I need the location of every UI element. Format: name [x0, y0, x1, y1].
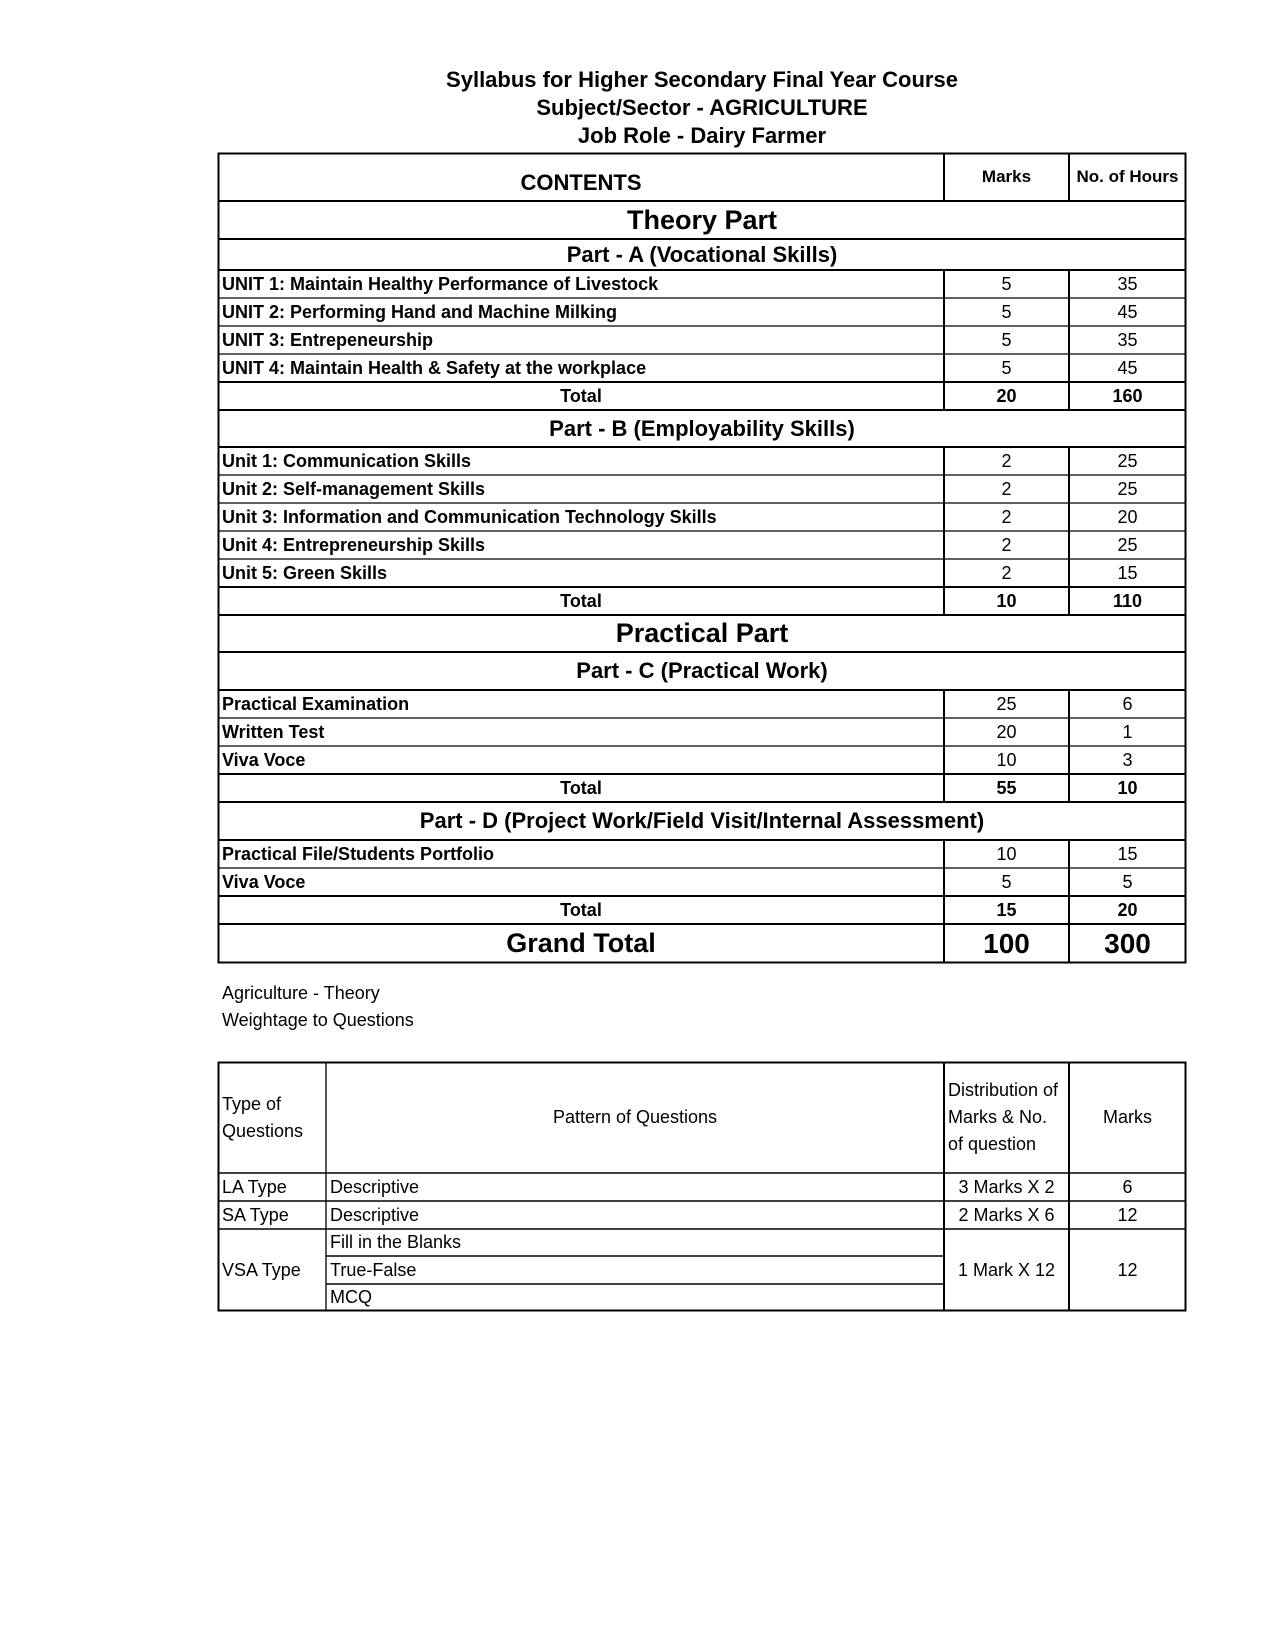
unit-marks: 5: [1001, 871, 1012, 892]
total-label: Total: [560, 385, 602, 406]
unit-marks: 20: [996, 721, 1017, 742]
vsa-pattern-true-false: True-False: [330, 1259, 417, 1280]
note-weightage: Weightage to Questions: [222, 1010, 414, 1030]
total-marks: 10: [996, 590, 1017, 611]
la-type: LA Type: [222, 1176, 287, 1197]
unit-hours: 25: [1117, 478, 1138, 499]
unit-name: Practical Examination: [222, 693, 410, 714]
total-hours: 160: [1112, 385, 1143, 406]
contents-table-lines: [218, 0, 1186, 1000]
total-marks: 55: [996, 777, 1017, 798]
unit-marks: 2: [1001, 562, 1012, 583]
distribution-header-text: Distribution of Marks & No. of question: [948, 1080, 1059, 1154]
weightage-table: [218, 1062, 1186, 1311]
sa-pattern: Descriptive: [330, 1204, 420, 1225]
total-label: Total: [560, 777, 602, 798]
total-label: Total: [560, 590, 602, 611]
part-c-heading: Part - C (Practical Work): [576, 658, 828, 683]
part-b-heading: Part - B (Employability Skills): [549, 415, 855, 441]
marks-header: Marks: [981, 167, 1032, 186]
note-subject: Agriculture - Theory: [222, 983, 380, 1003]
unit-hours: 25: [1117, 450, 1138, 471]
unit-hours: 1: [1122, 721, 1133, 742]
unit-marks: 5: [1001, 273, 1012, 294]
grand-total-hours: 300: [1104, 927, 1151, 959]
unit-name: Viva Voce: [222, 749, 306, 770]
vsa-pattern-mcq: MCQ: [330, 1287, 372, 1307]
unit-hours: 15: [1117, 843, 1138, 864]
type-header-text: Type of Questions: [222, 1093, 304, 1141]
job-role: Job Role - Dairy Farmer: [577, 123, 827, 148]
unit-hours: 35: [1117, 273, 1138, 294]
theory-part-heading: Theory Part: [626, 204, 778, 235]
unit-name: UNIT 4: Maintain Health & Safety at the workplace: [222, 357, 647, 378]
unit-hours: 3: [1122, 749, 1133, 770]
unit-name: UNIT 1: Maintain Healthy Performance of Livestock: [222, 273, 659, 294]
unit-name: Unit 2: Self-management Skills: [222, 478, 486, 499]
unit-marks: 5: [1001, 329, 1012, 350]
total-marks: 20: [996, 385, 1017, 406]
total-label: Total: [560, 899, 602, 920]
unit-hours: 25: [1117, 534, 1138, 555]
marks-header: Marks: [1103, 1107, 1152, 1127]
hours-header: No. of Hours: [1076, 167, 1179, 186]
unit-marks: 10: [996, 843, 1017, 864]
unit-hours: 35: [1117, 329, 1138, 350]
unit-name: Practical File/Students Portfolio: [222, 843, 495, 864]
unit-hours: 15: [1117, 562, 1138, 583]
pattern-header: Pattern of Questions: [552, 1107, 718, 1127]
total-hours: 10: [1117, 777, 1138, 798]
unit-hours: 45: [1117, 301, 1138, 322]
sa-distribution: 2 Marks X 6: [958, 1204, 1055, 1225]
grand-total-label: Grand Total: [506, 928, 656, 958]
unit-marks: 25: [996, 693, 1017, 714]
unit-hours: 20: [1117, 506, 1138, 527]
contents-header: CONTENTS: [520, 170, 642, 195]
unit-marks: 2: [1001, 534, 1012, 555]
total-hours: 110: [1112, 590, 1143, 611]
unit-marks: 2: [1001, 506, 1012, 527]
unit-name: Unit 1: Communication Skills: [222, 450, 472, 471]
practical-part-heading: Practical Part: [615, 618, 789, 648]
unit-marks: 5: [1001, 301, 1012, 322]
document-title: Syllabus for Higher Secondary Final Year Course: [446, 67, 958, 92]
unit-name: Unit 4: Entrepreneurship Skills: [222, 534, 486, 555]
unit-hours: 5: [1122, 871, 1133, 892]
part-a-heading: Part - A (Vocational Skills): [566, 241, 838, 267]
unit-name: Unit 3: Information and Communication Technology Skills: [222, 506, 717, 527]
unit-name: Unit 5: Green Skills: [222, 562, 388, 583]
total-marks: 15: [996, 899, 1017, 920]
unit-name: UNIT 2: Performing Hand and Machine Milking: [222, 301, 618, 322]
grand-total-marks: 100: [983, 927, 1030, 959]
unit-hours: 45: [1117, 357, 1138, 378]
sa-marks: 12: [1117, 1204, 1138, 1225]
unit-name: Viva Voce: [222, 871, 306, 892]
part-d-heading: Part - D (Project Work/Field Visit/Internal Assessment): [419, 808, 985, 833]
vsa-marks: 12: [1117, 1259, 1138, 1280]
vsa-type: VSA Type: [222, 1259, 301, 1280]
subject-sector: Subject/Sector - AGRICULTURE: [536, 95, 868, 120]
la-marks: 6: [1122, 1176, 1133, 1197]
sa-type: SA Type: [222, 1204, 289, 1225]
la-distribution: 3 Marks X 2: [958, 1176, 1055, 1197]
unit-name: UNIT 3: Entrepeneurship: [222, 329, 434, 350]
vsa-distribution: 1 Mark X 12: [957, 1259, 1056, 1280]
la-pattern: Descriptive: [330, 1176, 420, 1197]
vsa-pattern-fill-blanks: Fill in the Blanks: [330, 1232, 462, 1252]
unit-hours: 6: [1122, 693, 1133, 714]
unit-marks: 10: [996, 749, 1017, 770]
total-hours: 20: [1117, 899, 1138, 920]
unit-name: Written Test: [222, 721, 325, 742]
unit-marks: 5: [1001, 357, 1012, 378]
unit-marks: 2: [1001, 450, 1012, 471]
unit-marks: 2: [1001, 478, 1012, 499]
weightage-table-lines: [218, 1062, 1186, 1311]
